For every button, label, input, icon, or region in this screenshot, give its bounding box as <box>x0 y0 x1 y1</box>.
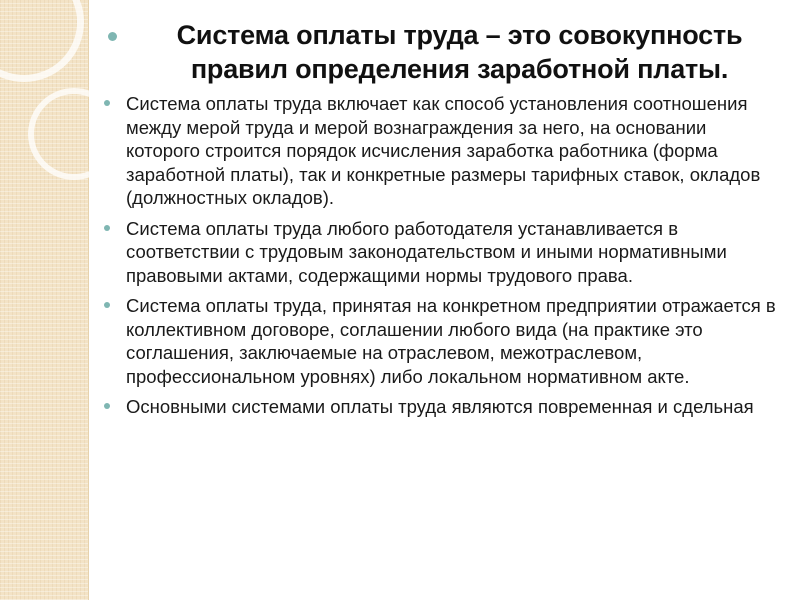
bullet-dot-icon <box>104 302 110 308</box>
decorative-side-strip <box>0 0 89 600</box>
list-item <box>104 294 776 388</box>
bullet-list <box>104 92 776 426</box>
list-item-text: Система оплаты труда любого работодателя устанавливается в соответствии с трудовым законодательством и иными нормативными правовыми актами, содержащими нормы трудового права. <box>126 217 727 286</box>
list-item <box>104 217 776 288</box>
bullet-dot-icon <box>104 225 110 231</box>
list-item <box>104 92 776 210</box>
list-item-text: Система оплаты труда, принятая на конкретном предприятии отражается в коллективном договоре, соглашении любого вида (на практике это соглашения, заключаемые на отраслевом, межотраслевом, профессиональном уровнях) либо локальном нормативном акте. <box>126 295 776 387</box>
bullet-dot-icon <box>104 100 110 106</box>
bullet-dot-icon <box>104 403 110 409</box>
list-item <box>104 395 776 419</box>
slide-title: Система оплаты труда – это совокупность правил определения заработной платы. <box>176 20 743 84</box>
bullet-dot-icon <box>108 32 117 41</box>
decorative-ring-top <box>0 0 84 82</box>
list-item-text: Система оплаты труда включает как способ установления соотношения между мерой труда и мерой вознаграждения за него, на основании которого строится порядок исчисления заработка работника (форма заработной платы), так и конкретные размеры тарифных ставок, окладов (должностных окладов). <box>126 93 761 208</box>
slide-title-block <box>108 18 788 86</box>
list-item-text: Основными системами оплаты труда являются повременная и сдельная <box>126 396 754 417</box>
